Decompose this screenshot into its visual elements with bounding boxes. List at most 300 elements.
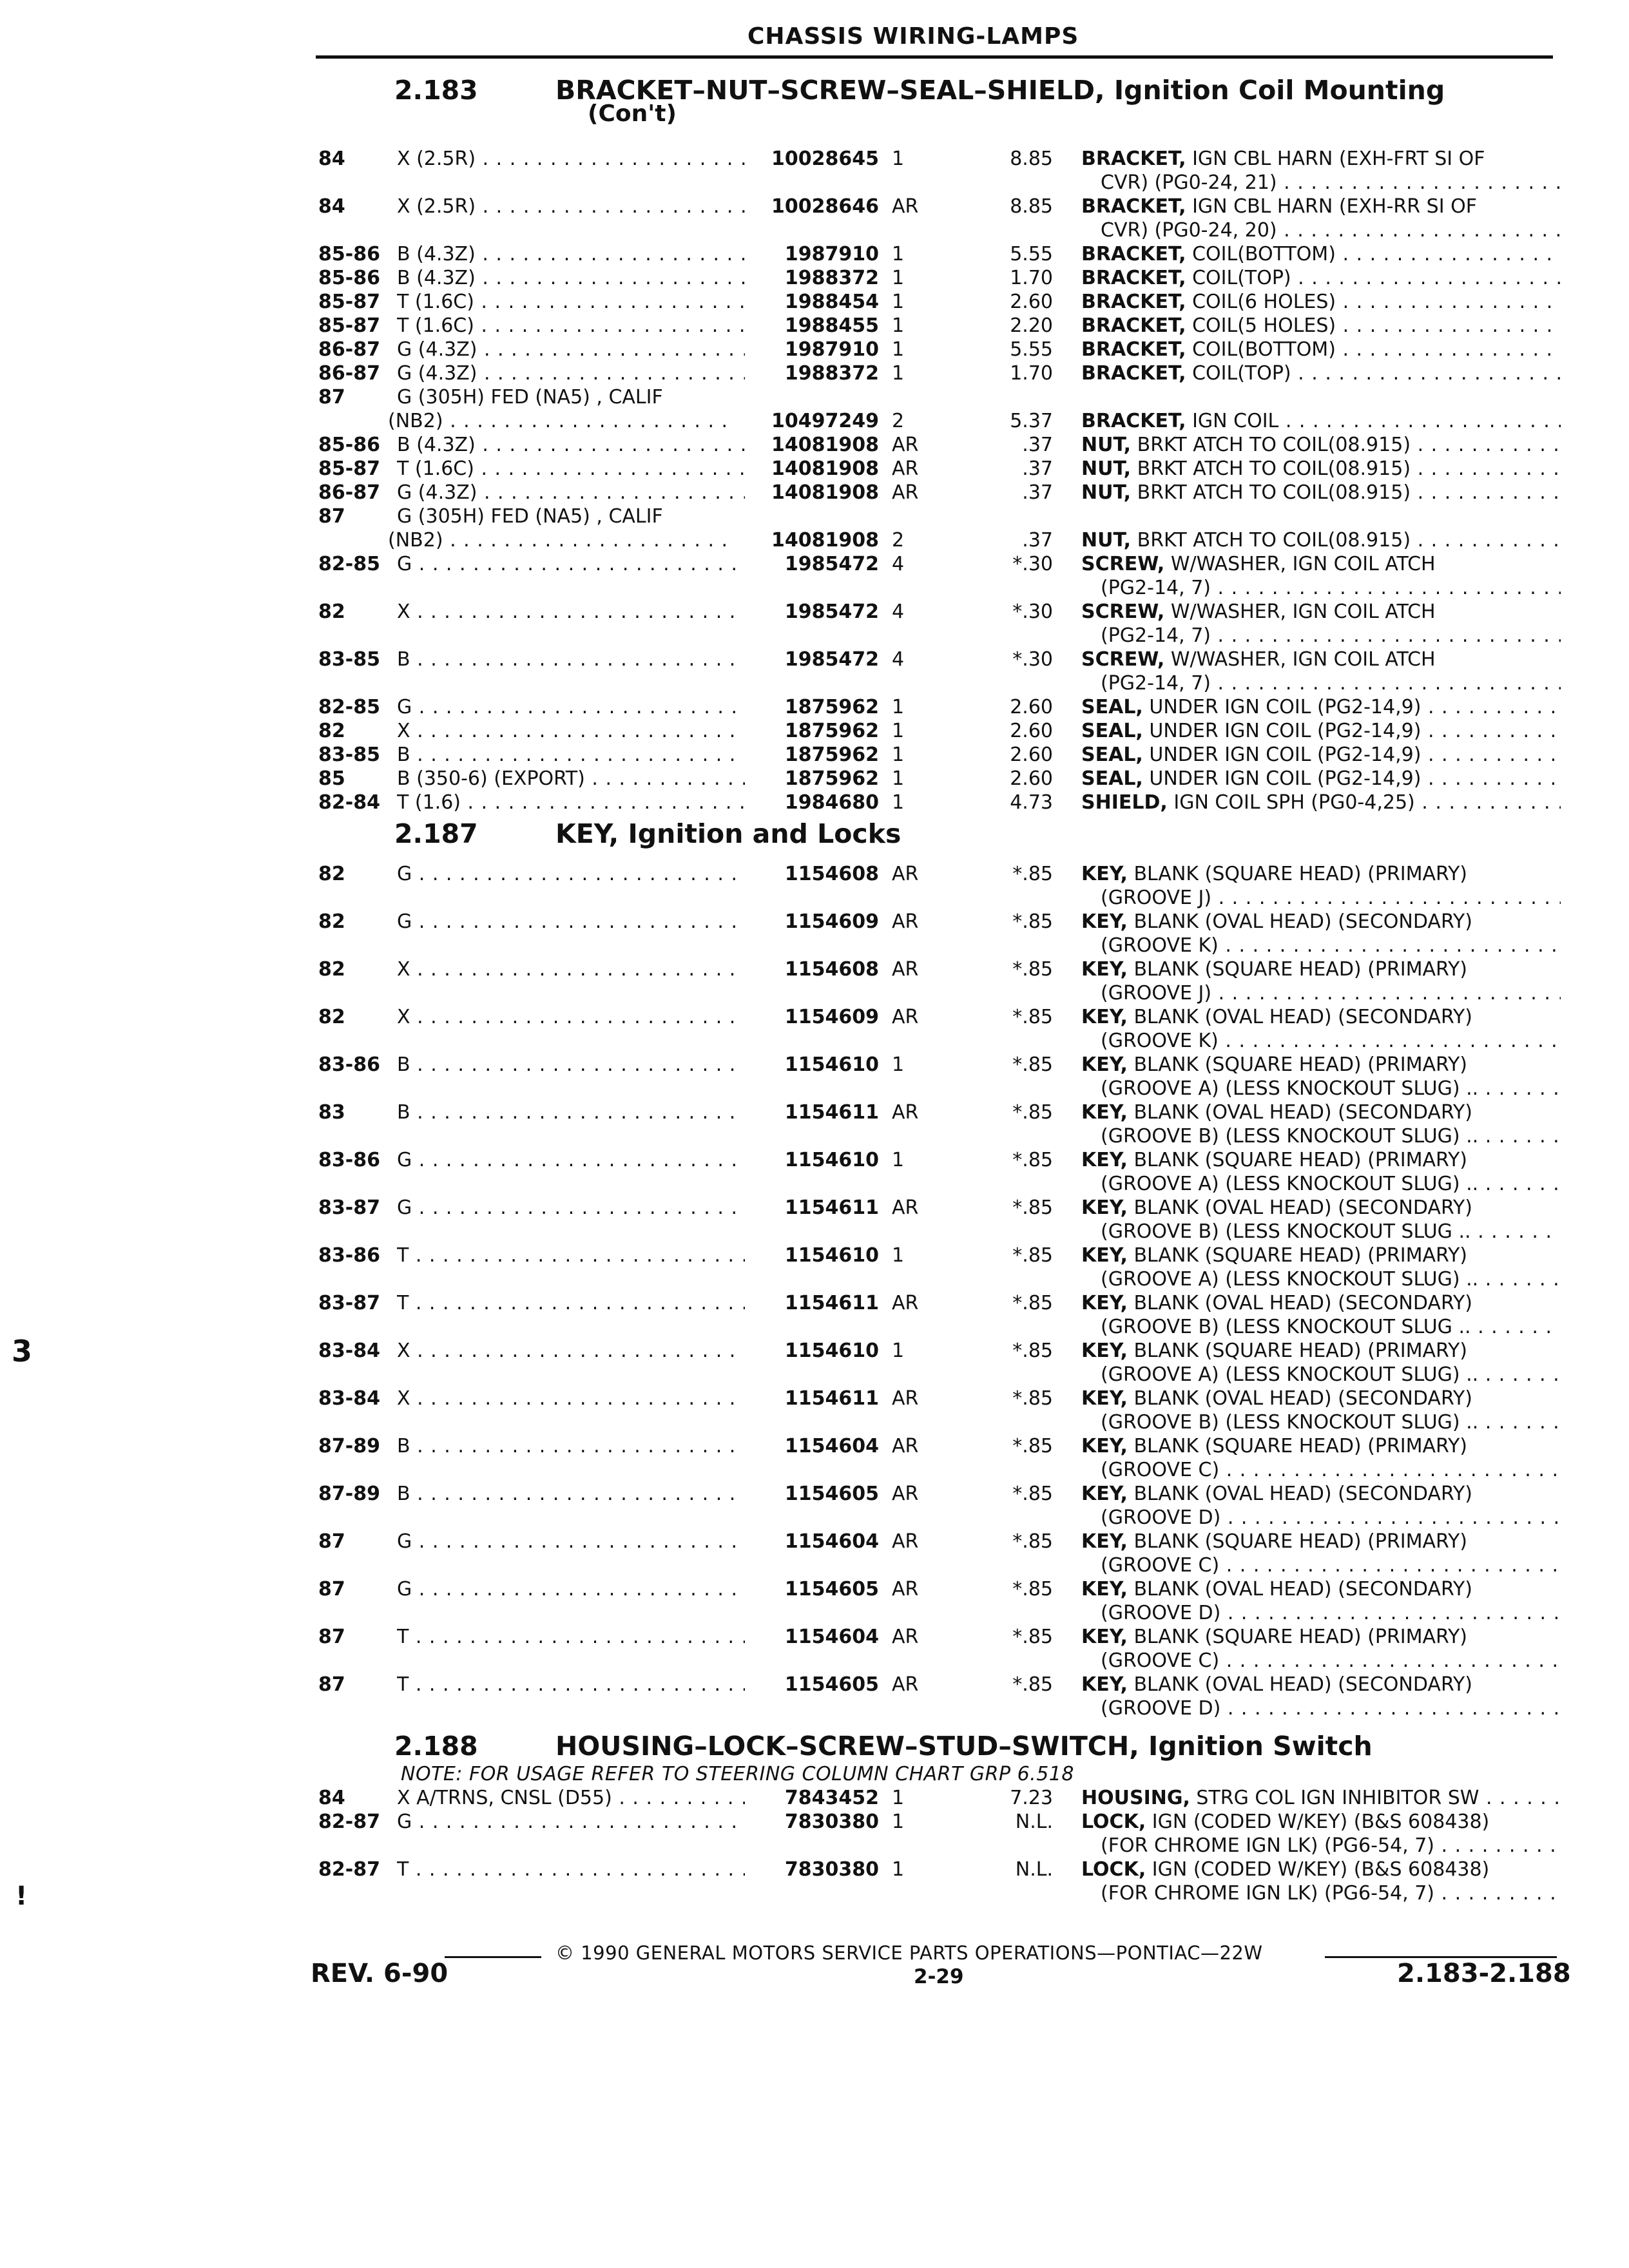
vehicle-code: X (2.5R) . . . — [397, 147, 745, 171]
part-number: 7830380 — [784, 1811, 879, 1833]
price: *.85 — [1012, 1196, 1053, 1219]
year-range: 87-89 — [318, 1435, 380, 1457]
description-text: BLANK (SQUARE HEAD) (PRIMARY) — [1133, 1053, 1468, 1076]
description-continuation: (FOR CHROME IGN LK) (PG6-54, 7) . . . — [1101, 1834, 1561, 1858]
description-text: UNDER IGN COIL (PG2-14,9) — [1149, 720, 1422, 742]
description-keyword: LOCK, — [1081, 1811, 1146, 1833]
part-description — [1081, 791, 1561, 815]
description-keyword: SCREW, — [1081, 601, 1165, 623]
part-description — [1081, 1673, 1561, 1697]
description-continuation: (GROOVE B) (LESS KNOCKOUT SLUG) .. . . . — [1101, 1124, 1561, 1149]
year-range: 83-86 — [318, 1149, 380, 1171]
vehicle-code: B . . . — [397, 1053, 745, 1077]
quantity: 1 — [892, 744, 905, 766]
year-range: 87 — [318, 1530, 345, 1553]
vehicle-code: G (4.3Z) . . . — [397, 338, 745, 362]
part-number: 1875962 — [784, 696, 879, 718]
quantity: 1 — [892, 243, 905, 265]
part-description — [1081, 457, 1561, 481]
vehicle-code: T (1.6) . . . — [397, 791, 745, 815]
description-continuation: (GROOVE B) (LESS KNOCKOUT SLUG) .. . . . — [1101, 1410, 1561, 1435]
part-row — [0, 1053, 1629, 1077]
quantity: 1 — [892, 1053, 905, 1076]
vehicle-code: B (4.3Z) . . . — [397, 266, 745, 291]
part-row — [0, 1291, 1629, 1316]
year-range: 85-86 — [318, 267, 380, 289]
description-text: BLANK (SQUARE HEAD) (PRIMARY) — [1133, 863, 1468, 885]
year-range: 87 — [318, 505, 345, 528]
quantity: AR — [892, 1578, 919, 1600]
vehicle-code: G (4.3Z) . . . — [397, 481, 745, 505]
part-row-continuation — [0, 981, 1629, 1006]
part-number: 14081908 — [771, 529, 879, 552]
description-text: BLANK (SQUARE HEAD) (PRIMARY) — [1133, 1530, 1468, 1553]
price: *.85 — [1012, 1053, 1053, 1076]
description-keyword: BRACKET, — [1081, 291, 1186, 313]
vehicle-code: B (4.3Z) . . . — [397, 433, 745, 457]
part-row — [0, 552, 1629, 577]
year-range: 82-85 — [318, 696, 380, 718]
section-heading — [394, 818, 901, 849]
part-description — [1081, 1577, 1561, 1602]
page-header-title: CHASSIS WIRING-LAMPS — [747, 23, 1079, 50]
description-text: BLANK (SQUARE HEAD) (PRIMARY) — [1133, 1244, 1468, 1267]
part-number: 1988372 — [784, 267, 879, 289]
part-number: 1985472 — [784, 553, 879, 575]
vehicle-code: T (1.6C) . . . — [397, 314, 745, 338]
quantity: 1 — [892, 362, 905, 385]
price: .37 — [1022, 481, 1053, 504]
description-continuation: CVR) (PG0-24, 20) . . . — [1101, 218, 1561, 243]
part-row — [0, 743, 1629, 767]
price: .37 — [1022, 457, 1053, 480]
vehicle-code: G . . . — [397, 1196, 745, 1220]
vehicle-code: X . . . — [397, 1387, 745, 1411]
part-row — [0, 862, 1629, 887]
description-keyword: KEY, — [1081, 1292, 1128, 1314]
quantity: 1 — [892, 314, 905, 337]
part-number: 10497249 — [771, 410, 879, 432]
part-number: 1154609 — [784, 1006, 879, 1028]
vehicle-code: T . . . — [397, 1291, 745, 1316]
part-row-continuation — [0, 1649, 1629, 1673]
year-range: 85-86 — [318, 243, 380, 265]
part-row — [0, 1530, 1629, 1554]
year-range: 86-87 — [318, 362, 380, 385]
description-text: BLANK (OVAL HEAD) (SECONDARY) — [1133, 1292, 1472, 1314]
part-description — [1081, 1786, 1561, 1811]
vehicle-code: T (1.6C) . . . — [397, 290, 745, 314]
part-number: 10028646 — [771, 195, 879, 218]
footer-section-range: 2.183-2.188 — [1397, 1959, 1571, 1988]
part-row — [0, 481, 1629, 505]
usage-note: NOTE: FOR USAGE REFER TO STEERING COLUMN CHART GRP 6.518 — [401, 1763, 1074, 1785]
price: 5.55 — [1010, 338, 1053, 361]
part-row-header — [0, 385, 1629, 410]
part-description — [1081, 957, 1561, 982]
part-description — [1081, 361, 1561, 386]
part-number: 1154611 — [784, 1196, 879, 1219]
description-text: COIL(BOTTOM) — [1192, 243, 1336, 265]
description-text: BLANK (SQUARE HEAD) (PRIMARY) — [1133, 1340, 1468, 1362]
vehicle-code: X . . . — [397, 1339, 745, 1363]
part-number: 1984680 — [784, 791, 879, 814]
description-text: W/WASHER, IGN COIL ATCH — [1170, 553, 1436, 575]
description-text: BLANK (OVAL HEAD) (SECONDARY) — [1133, 1673, 1472, 1696]
section-title: HOUSING–LOCK–SCREW–STUD–SWITCH, Ignition Switch — [555, 1731, 1373, 1762]
part-row — [0, 1577, 1629, 1602]
description-text: W/WASHER, IGN COIL ATCH — [1170, 601, 1436, 623]
part-row — [0, 1100, 1629, 1125]
part-description — [1081, 1339, 1561, 1363]
price: N.L. — [1015, 1811, 1053, 1833]
year-range: 83-86 — [318, 1053, 380, 1076]
year-range: 85-87 — [318, 291, 380, 313]
part-description — [1081, 648, 1561, 672]
price: 4.73 — [1010, 791, 1053, 814]
part-row-continuation — [0, 1506, 1629, 1530]
part-description — [1081, 552, 1561, 577]
part-row — [0, 695, 1629, 720]
description-text: BLANK (OVAL HEAD) (SECONDARY) — [1133, 1483, 1472, 1505]
part-row-continuation — [0, 1077, 1629, 1101]
description-keyword: HOUSING, — [1081, 1787, 1190, 1809]
part-row — [0, 242, 1629, 267]
description-keyword: NUT, — [1081, 481, 1132, 504]
quantity: AR — [892, 863, 919, 885]
year-range: 83-85 — [318, 744, 380, 766]
price: 2.60 — [1010, 291, 1053, 313]
quantity: AR — [892, 195, 919, 218]
description-keyword: KEY, — [1081, 1149, 1128, 1171]
part-row — [0, 1196, 1629, 1220]
quantity: 1 — [892, 791, 905, 814]
vehicle-code: X . . . — [397, 1005, 745, 1030]
vehicle-code: G (305H) FED (NA5) , CALIF — [397, 386, 663, 408]
part-description — [1081, 1810, 1561, 1834]
year-range: 85-87 — [318, 457, 380, 480]
year-range: 87 — [318, 1626, 345, 1648]
quantity: 1 — [892, 1811, 905, 1833]
description-continuation: (GROOVE A) (LESS KNOCKOUT SLUG) .. . . . — [1101, 1172, 1561, 1196]
year-range: 82 — [318, 863, 345, 885]
part-description — [1081, 910, 1561, 934]
section-title: BRACKET–NUT–SCREW–SEAL–SHIELD, Ignition Coil Mounting — [555, 75, 1445, 106]
description-continuation: (GROOVE D) . . . — [1101, 1696, 1561, 1721]
description-text: BLANK (OVAL HEAD) (SECONDARY) — [1133, 1006, 1472, 1028]
part-description — [1081, 1434, 1561, 1459]
section-number: 2.188 — [394, 1731, 478, 1762]
description-text: BRKT ATCH TO COIL(08.915) — [1137, 481, 1411, 504]
part-number: 1154605 — [784, 1483, 879, 1505]
quantity: 1 — [892, 1149, 905, 1171]
part-description — [1081, 266, 1561, 291]
section-continued: (Con't) — [588, 101, 677, 127]
description-continuation: (GROOVE B) (LESS KNOCKOUT SLUG .. . . . — [1101, 1315, 1561, 1340]
description-keyword: KEY, — [1081, 958, 1128, 981]
section-number: 2.187 — [394, 818, 478, 849]
part-row — [0, 457, 1629, 481]
quantity: AR — [892, 958, 919, 981]
description-text: COIL(TOP) — [1192, 362, 1291, 385]
footer-revision: REV. 6-90 — [311, 1959, 448, 1988]
vehicle-code: G . . . — [397, 695, 745, 720]
description-text: STRG COL IGN INHIBITOR SW — [1196, 1787, 1480, 1809]
part-description — [1081, 242, 1561, 267]
part-row-continuation — [0, 1363, 1629, 1387]
vehicle-code: T . . . — [397, 1858, 745, 1882]
quantity: AR — [892, 1530, 919, 1553]
price: 2.20 — [1010, 314, 1053, 337]
part-number: 1154611 — [784, 1292, 879, 1314]
description-continuation: (GROOVE D) . . . — [1101, 1601, 1561, 1626]
part-description — [1081, 743, 1561, 767]
description-keyword: KEY, — [1081, 1196, 1128, 1219]
vehicle-code: T . . . — [397, 1625, 745, 1649]
vehicle-code: G . . . — [397, 862, 745, 887]
quantity: 4 — [892, 601, 905, 623]
part-number: 14081908 — [771, 457, 879, 480]
part-row — [0, 1482, 1629, 1506]
year-range: 83-85 — [318, 648, 380, 671]
description-text: IGN (CODED W/KEY) (B&S 608438) — [1152, 1858, 1490, 1881]
vehicle-code: X (2.5R) . . . — [397, 195, 745, 219]
part-row — [0, 1810, 1629, 1834]
price: *.85 — [1012, 1340, 1053, 1362]
part-number: 7843452 — [784, 1787, 879, 1809]
part-row-continuation — [0, 1315, 1629, 1340]
description-keyword: BRACKET, — [1081, 148, 1186, 170]
part-row — [0, 1387, 1629, 1411]
quantity: 1 — [892, 1787, 905, 1809]
description-text: COIL(5 HOLES) — [1192, 314, 1336, 337]
quantity: AR — [892, 1196, 919, 1219]
vehicle-code: T (1.6C) . . . — [397, 457, 745, 481]
year-range: 82-85 — [318, 553, 380, 575]
year-range: 84 — [318, 148, 345, 170]
part-number: 1987910 — [784, 243, 879, 265]
margin-mark: 3 — [12, 1334, 33, 1369]
description-keyword: BRACKET, — [1081, 243, 1186, 265]
price: 1.70 — [1010, 267, 1053, 289]
description-continuation: (GROOVE A) (LESS KNOCKOUT SLUG) .. . . . — [1101, 1077, 1561, 1101]
part-row — [0, 1625, 1629, 1649]
part-description — [1081, 1291, 1561, 1316]
vehicle-code: G . . . — [397, 1148, 745, 1173]
description-keyword: KEY, — [1081, 1244, 1128, 1267]
part-row-continuation — [0, 1601, 1629, 1626]
part-description — [1081, 528, 1561, 553]
description-continuation: (GROOVE B) (LESS KNOCKOUT SLUG .. . . . — [1101, 1220, 1561, 1244]
description-keyword: KEY, — [1081, 1006, 1128, 1028]
year-range: 83-84 — [318, 1387, 380, 1410]
part-row-continuation — [0, 1410, 1629, 1435]
year-range: 85-86 — [318, 434, 380, 456]
section-title: KEY, Ignition and Locks — [555, 818, 901, 849]
section-heading — [394, 1731, 1373, 1762]
part-row — [0, 1148, 1629, 1173]
price: .37 — [1022, 434, 1053, 456]
part-number: 1875962 — [784, 744, 879, 766]
description-keyword: SHIELD, — [1081, 791, 1168, 814]
quantity: AR — [892, 1673, 919, 1696]
quantity: 1 — [892, 1858, 905, 1881]
year-range: 84 — [318, 195, 345, 218]
part-description — [1081, 767, 1561, 791]
part-description — [1081, 1005, 1561, 1030]
vehicle-code: G (4.3Z) . . . — [397, 361, 745, 386]
year-range: 82-87 — [318, 1858, 380, 1881]
vehicle-code: G . . . — [397, 552, 745, 577]
year-range: 87 — [318, 1673, 345, 1696]
vehicle-code: B . . . — [397, 1434, 745, 1459]
description-text: BRKT ATCH TO COIL(08.915) — [1137, 529, 1411, 552]
price: *.85 — [1012, 1530, 1053, 1553]
description-keyword: BRACKET, — [1081, 338, 1186, 361]
price: *.85 — [1012, 910, 1053, 933]
description-continuation: (GROOVE K) . . . — [1101, 934, 1561, 958]
quantity: AR — [892, 910, 919, 933]
description-continuation: (PG2-14, 7) . . . — [1101, 671, 1561, 696]
description-text: BLANK (OVAL HEAD) (SECONDARY) — [1133, 910, 1472, 933]
description-text: UNDER IGN COIL (PG2-14,9) — [1149, 744, 1422, 766]
description-text: UNDER IGN COIL (PG2-14,9) — [1149, 696, 1422, 718]
part-number: 1154608 — [784, 863, 879, 885]
vehicle-code: G . . . — [397, 910, 745, 934]
part-row-continuation — [0, 171, 1629, 195]
part-row-continuation — [0, 934, 1629, 958]
part-number: 1875962 — [784, 720, 879, 742]
part-number: 1988372 — [784, 362, 879, 385]
footer-copyright: © 1990 GENERAL MOTORS SERVICE PARTS OPERATIONS—PONTIAC—22W — [555, 1942, 1263, 1964]
price: *.30 — [1012, 553, 1053, 575]
description-continuation: (GROOVE A) (LESS KNOCKOUT SLUG) .. . . . — [1101, 1267, 1561, 1292]
part-number: 1154605 — [784, 1578, 879, 1600]
price: *.85 — [1012, 1006, 1053, 1028]
part-number: 1875962 — [784, 767, 879, 790]
vehicle-code: B . . . — [397, 1482, 745, 1506]
vehicle-code: G . . . — [397, 1530, 745, 1554]
part-description — [1081, 1530, 1561, 1554]
description-text: BLANK (OVAL HEAD) (SECONDARY) — [1133, 1578, 1472, 1600]
description-continuation: (GROOVE C) . . . — [1101, 1649, 1561, 1673]
part-row-continuation — [0, 1124, 1629, 1149]
description-continuation: (PG2-14, 7) . . . — [1101, 624, 1561, 648]
description-keyword: NUT, — [1081, 434, 1132, 456]
quantity: 1 — [892, 291, 905, 313]
footer-rule — [445, 1956, 541, 1958]
part-row — [0, 290, 1629, 314]
part-description — [1081, 1625, 1561, 1649]
part-description — [1081, 1244, 1561, 1268]
description-text: BLANK (OVAL HEAD) (SECONDARY) — [1133, 1387, 1472, 1410]
part-number: 1988455 — [784, 314, 879, 337]
quantity: 1 — [892, 1244, 905, 1267]
part-number: 1154604 — [784, 1435, 879, 1457]
part-row-continuation — [0, 1881, 1629, 1906]
part-row — [0, 195, 1629, 219]
part-number: 1154610 — [784, 1053, 879, 1076]
description-text: IGN COIL SPH (PG0-4,25) — [1173, 791, 1415, 814]
vehicle-code: B . . . — [397, 1100, 745, 1125]
part-number: 1154609 — [784, 910, 879, 933]
vehicle-code: B (4.3Z) . . . — [397, 242, 745, 267]
description-text: BRKT ATCH TO COIL(08.915) — [1137, 457, 1411, 480]
footer-page-number: 2-29 — [914, 1965, 964, 1988]
description-keyword: SCREW, — [1081, 648, 1165, 671]
description-text: IGN COIL — [1192, 410, 1279, 432]
vehicle-code: G . . . — [397, 1577, 745, 1602]
section-heading — [394, 75, 1445, 106]
part-description — [1081, 290, 1561, 314]
description-keyword: KEY, — [1081, 1483, 1128, 1505]
part-description — [1081, 1858, 1561, 1882]
vehicle-code: B (350-6) (EXPORT) . . . — [397, 767, 745, 791]
description-text: COIL(TOP) — [1192, 267, 1291, 289]
vehicle-code: (NB2) . . . — [388, 409, 736, 434]
part-row — [0, 791, 1629, 815]
part-row — [0, 1786, 1629, 1811]
part-description — [1081, 1387, 1561, 1411]
quantity: AR — [892, 1387, 919, 1410]
part-row — [0, 1005, 1629, 1030]
part-row — [0, 147, 1629, 171]
description-keyword: NUT, — [1081, 457, 1132, 480]
quantity: 1 — [892, 767, 905, 790]
part-row-header — [0, 505, 1629, 529]
vehicle-code: X . . . — [397, 600, 745, 624]
quantity: AR — [892, 1006, 919, 1028]
part-description — [1081, 1148, 1561, 1173]
part-description — [1081, 862, 1561, 887]
price: *.85 — [1012, 1244, 1053, 1267]
part-number: 1154608 — [784, 958, 879, 981]
part-description — [1081, 195, 1561, 219]
vehicle-code: G (305H) FED (NA5) , CALIF — [397, 505, 663, 528]
quantity: 1 — [892, 696, 905, 718]
part-description — [1081, 147, 1561, 171]
part-description — [1081, 600, 1561, 624]
section-number: 2.183 — [394, 75, 478, 106]
part-description — [1081, 719, 1561, 744]
price: 7.23 — [1010, 1787, 1053, 1809]
description-keyword: NUT, — [1081, 529, 1132, 552]
part-row — [0, 910, 1629, 934]
part-description — [1081, 409, 1561, 434]
description-keyword: BRACKET, — [1081, 362, 1186, 385]
price: *.85 — [1012, 1673, 1053, 1696]
price: *.85 — [1012, 1435, 1053, 1457]
year-range: 82 — [318, 1006, 345, 1028]
quantity: AR — [892, 1292, 919, 1314]
price: 5.37 — [1010, 410, 1053, 432]
part-number: 1154605 — [784, 1673, 879, 1696]
part-description — [1081, 314, 1561, 338]
price: 1.70 — [1010, 362, 1053, 385]
part-row — [0, 1858, 1629, 1882]
year-range: 86-87 — [318, 481, 380, 504]
quantity: 1 — [892, 267, 905, 289]
year-range: 85-87 — [318, 314, 380, 337]
price: .37 — [1022, 529, 1053, 552]
part-description — [1081, 481, 1561, 505]
year-range: 83-87 — [318, 1196, 380, 1219]
quantity: 1 — [892, 148, 905, 170]
part-row-continuation — [0, 1267, 1629, 1292]
price: *.85 — [1012, 863, 1053, 885]
price: 5.55 — [1010, 243, 1053, 265]
description-continuation: CVR) (PG0-24, 21) . . . — [1101, 171, 1561, 195]
